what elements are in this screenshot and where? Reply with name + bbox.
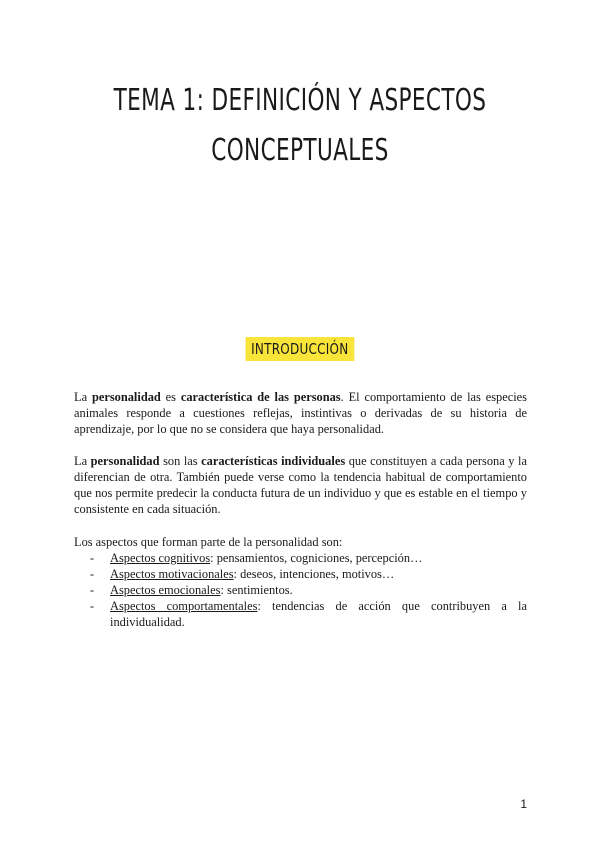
list-item-term: Aspectos emocionales <box>110 583 221 597</box>
page-title <box>84 76 516 176</box>
list-item-term: Aspectos motivacionales <box>110 567 234 581</box>
list-intro: Los aspectos que forman parte de la personalidad son: <box>74 535 343 549</box>
list-item-desc: : tendencias de acción que contribuyen a la individualidad. <box>110 599 527 629</box>
paragraph-1-text-b: es <box>160 390 181 404</box>
paragraph-1-text-c: . El comportamiento de las especies animales responde a cuestiones reflejas, instintivas o derivadas de su historia de aprendizaje, por lo que no se considera que haya personalidad. <box>74 390 527 436</box>
bullet-dash: - <box>90 551 95 565</box>
list-item <box>74 566 527 582</box>
list-item-desc: : deseos, intenciones, motivos… <box>233 567 395 581</box>
list-item-desc: : sentimientos. <box>220 583 293 597</box>
bullet-dash: - <box>90 567 95 581</box>
section-heading-introduccion: INTRODUCCIÓN <box>246 337 354 361</box>
bullet-dash: - <box>90 599 95 613</box>
list-item <box>74 582 527 598</box>
paragraph-2-text-a: La <box>74 454 91 468</box>
list-item-term: Aspectos cognitivos <box>110 551 211 565</box>
title-line-1: TEMA 1: DEFINICIÓN Y ASPECTOS <box>113 83 487 118</box>
paragraph-1-bold-a: personalidad <box>91 390 161 404</box>
section-header <box>0 337 600 361</box>
paragraph-2-text-c: que constituyen a cada persona y la diferencian de otra. También puede verse como la tendencia habitual de comportamiento que nos permite predecir la conducta futura de un individuo y que es estable en el tiempo y consistente en cada situación. <box>74 454 527 516</box>
paragraph-1 <box>74 389 527 437</box>
list-item <box>74 550 527 566</box>
paragraph-1-bold-b: característica de las personas <box>180 390 341 404</box>
title-line-2: CONCEPTUALES <box>211 133 389 168</box>
list-item-term: Aspectos comportamentales <box>110 599 258 613</box>
page-number: 1 <box>520 797 527 811</box>
paragraph-1-text-a: La <box>74 390 92 404</box>
paragraph-2-bold-b: características individuales <box>201 454 346 468</box>
list-item-desc: : pensamientos, cogniciones, percepción… <box>210 551 423 565</box>
paragraph-2-text-b: son las <box>159 454 202 468</box>
bullet-dash: - <box>90 583 95 597</box>
list-item <box>74 598 527 630</box>
aspects-list <box>74 550 527 630</box>
paragraph-2 <box>74 453 527 517</box>
paragraph-2-bold-a: personalidad <box>90 454 160 468</box>
